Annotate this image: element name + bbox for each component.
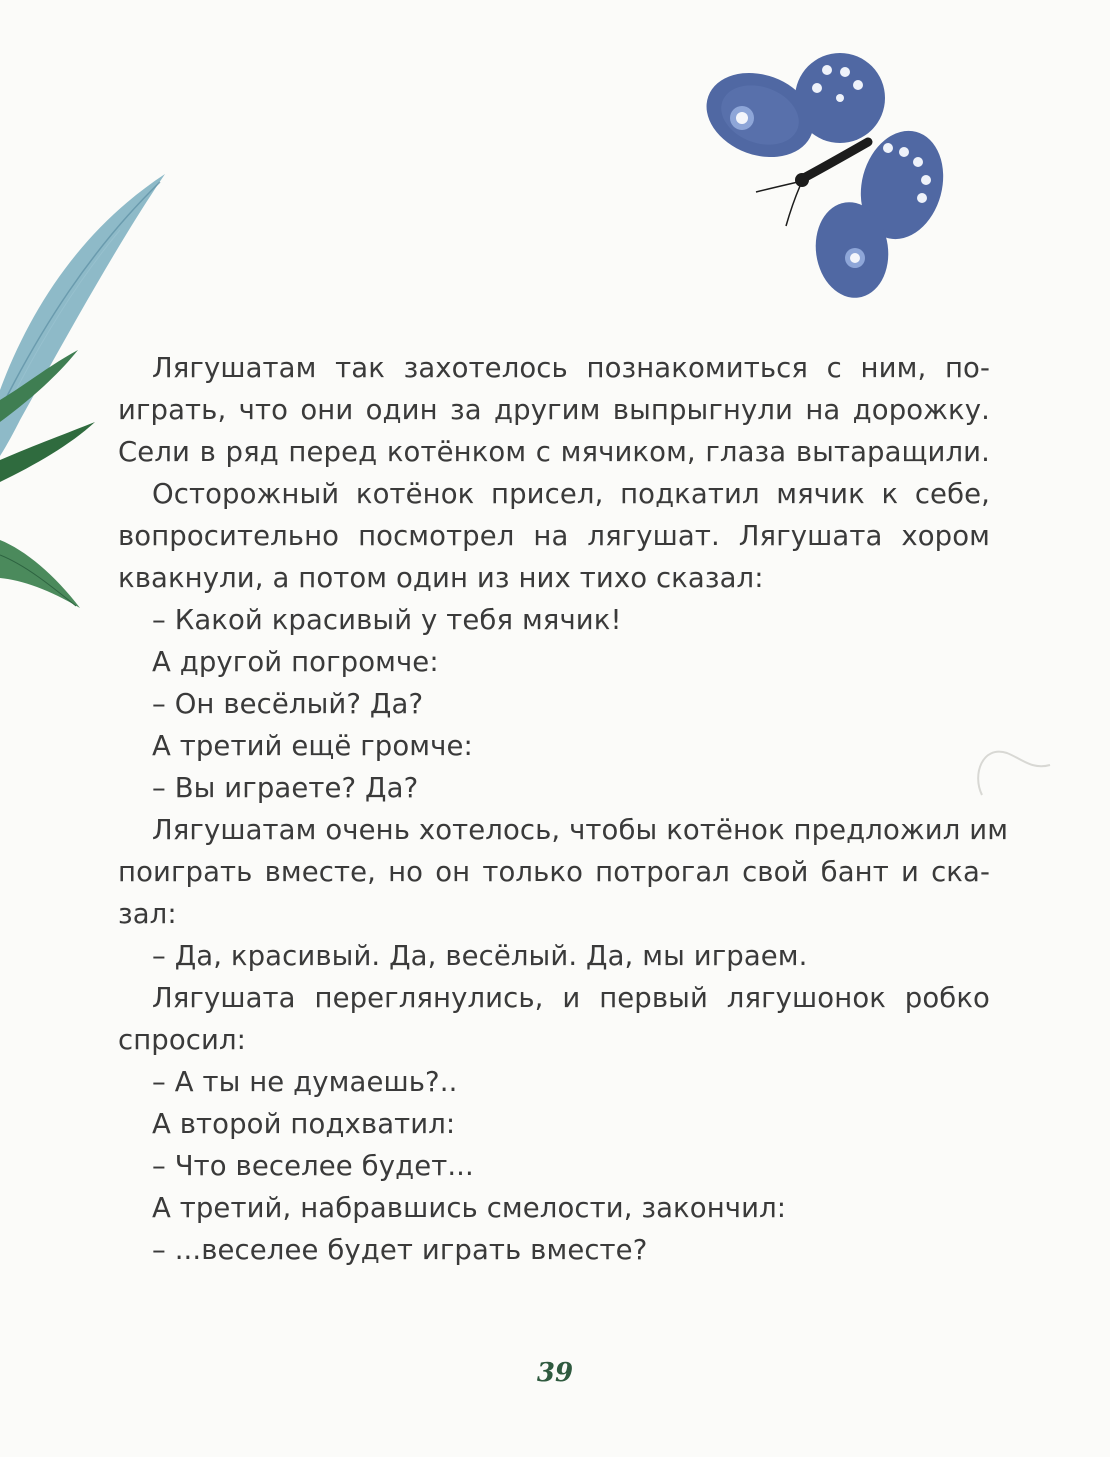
page-number: 39	[536, 1358, 574, 1388]
text-line: А второй подхватил:	[152, 1108, 456, 1140]
text-line: зал:	[118, 898, 177, 930]
text-line: поиграть вместе, но он только потрогал свой бант и ска-	[118, 856, 990, 888]
text-line: Лягушатам очень хотелось, чтобы котёнок предложил им	[152, 814, 1009, 846]
text-line: играть, что они один за другим выпрыгнули на дорожку.	[118, 394, 990, 426]
text-line: А третий ещё громче:	[152, 730, 473, 762]
story-text	[118, 347, 1009, 1271]
text-line: спросил:	[118, 1024, 247, 1056]
text-line: квакнули, а потом один из них тихо сказал:	[118, 562, 764, 594]
text-line: А третий, набравшись смелости, закончил:	[152, 1192, 787, 1224]
text-line: вопросительно посмотрел на лягушат. Лягушата хором	[118, 520, 990, 552]
dialogue-line: – Какой красивый у тебя мячик!	[152, 604, 622, 636]
text-line: Лягушата переглянулись, и первый лягушонок робко	[152, 982, 990, 1014]
dialogue-line: – ...веселее будет играть вместе?	[152, 1234, 648, 1266]
text-line: Лягушатам так захотелось познакомиться с ним, по-	[152, 352, 990, 384]
text-line: Сели в ряд перед котёнком с мячиком, глаза вытаращили.	[118, 436, 990, 468]
dialogue-line: – Вы играете? Да?	[152, 772, 419, 804]
dialogue-line: – Он весёлый? Да?	[152, 688, 424, 720]
dialogue-line: – Да, красивый. Да, весёлый. Да, мы играем.	[152, 940, 808, 972]
dialogue-line: – А ты не думаешь?..	[152, 1066, 458, 1098]
butterfly-illustration	[690, 40, 960, 310]
text-line: Осторожный котёнок присел, подкатил мячик к себе,	[152, 478, 990, 510]
dialogue-line: – Что веселее будет...	[152, 1150, 474, 1182]
text-line: А другой погромче:	[152, 646, 439, 678]
